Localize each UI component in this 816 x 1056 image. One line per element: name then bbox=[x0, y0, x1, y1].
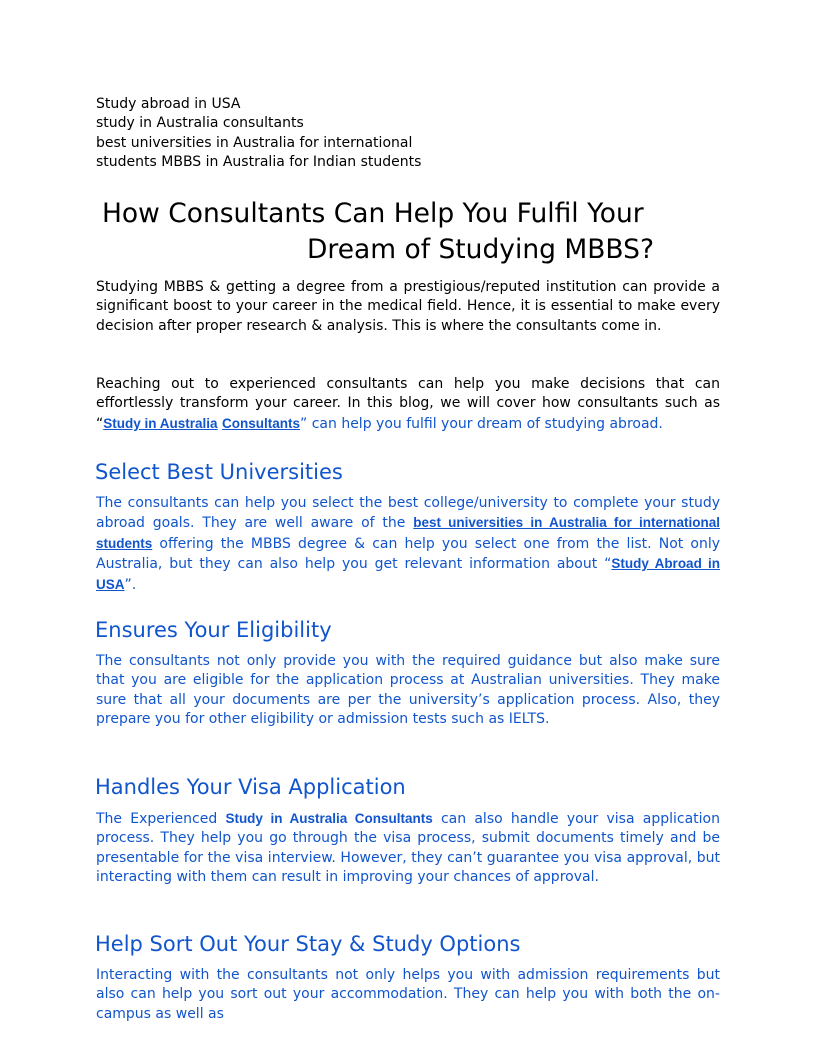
visa-text: The Experienced bbox=[96, 811, 226, 827]
section-heading-stay: Help Sort Out Your Stay & Study Options bbox=[95, 932, 521, 956]
universities-text-mid: offering the MBBS degree & can help you select one from the list. Not only Australia, but they can also help you get relevant information about “ bbox=[96, 535, 720, 573]
section-heading-universities: Select Best Universities bbox=[95, 460, 343, 484]
study-in-australia-consultants-bold: Study in Australia Consultants bbox=[225, 811, 433, 826]
keyword-line: Study abroad in USA bbox=[96, 96, 241, 112]
universities-text-end: ”. bbox=[124, 576, 137, 593]
keyword-line: best universities in Australia for international bbox=[96, 134, 413, 151]
intro-paragraph-2 bbox=[96, 375, 720, 434]
universities-paragraph bbox=[96, 494, 720, 595]
keyword-line: study in Australia consultants bbox=[96, 115, 304, 132]
keyword-line: students MBBS in Australia for Indian students bbox=[96, 154, 422, 171]
title-line-1: How Consultants Can Help You Fulfil Your bbox=[102, 198, 644, 229]
universities-text: The consultants can help you select the best college/university to complete your study abroad goals. They are well aware of the bbox=[96, 495, 720, 532]
title-line-2: Dream of Studying MBBS? bbox=[307, 234, 655, 265]
visa-paragraph bbox=[96, 809, 720, 888]
eligibility-paragraph: The consultants not only provide you with the required guidance but also make sure that you are eligible for the application process at Australian universities. They make sure that all your documents are per the university’s application process. Also, they prepare you for other eligibility or admission tests such as IELTS. bbox=[96, 653, 720, 728]
intro-text: Reaching out to experienced consultants can help you make decisions that can effortlessly transform your career. In this blog, we will cover how consultants such as “ bbox=[96, 376, 720, 432]
page-title bbox=[96, 196, 716, 268]
study-abroad-usa-link[interactable]: Study Abroad in USA bbox=[96, 556, 721, 592]
best-universities-link[interactable]: best universities in Australia for international students bbox=[96, 515, 720, 551]
visa-text-end: can also handle your visa application process. They help you go through the visa process, submit documents timely and be presentable for the visa interview. However, they can’t guarantee you visa approval, but interacting with them can result in improving your chances of approval. bbox=[96, 811, 720, 886]
study-in-australia-link[interactable]: Study in Australia bbox=[103, 415, 218, 431]
keyword-list bbox=[96, 95, 496, 173]
intro-text-end: ” can help you fulfil your dream of studying abroad. bbox=[300, 415, 663, 432]
section-heading-visa: Handles Your Visa Application bbox=[95, 775, 406, 799]
stay-paragraph: Interacting with the consultants not only helps you with admission requirements but also can help you sort out your accommodation. They can help you with both the on-campus as well as bbox=[96, 967, 720, 1022]
consultants-link[interactable]: Consultants bbox=[222, 415, 301, 431]
intro-paragraph: Studying MBBS & getting a degree from a prestigious/reputed institution can provide a significant boost to your career in the medical field. Hence, it is essential to make every decision after proper research & analysis. This is where the consultants come in. bbox=[96, 279, 720, 334]
section-heading-eligibility: Ensures Your Eligibility bbox=[95, 618, 332, 642]
